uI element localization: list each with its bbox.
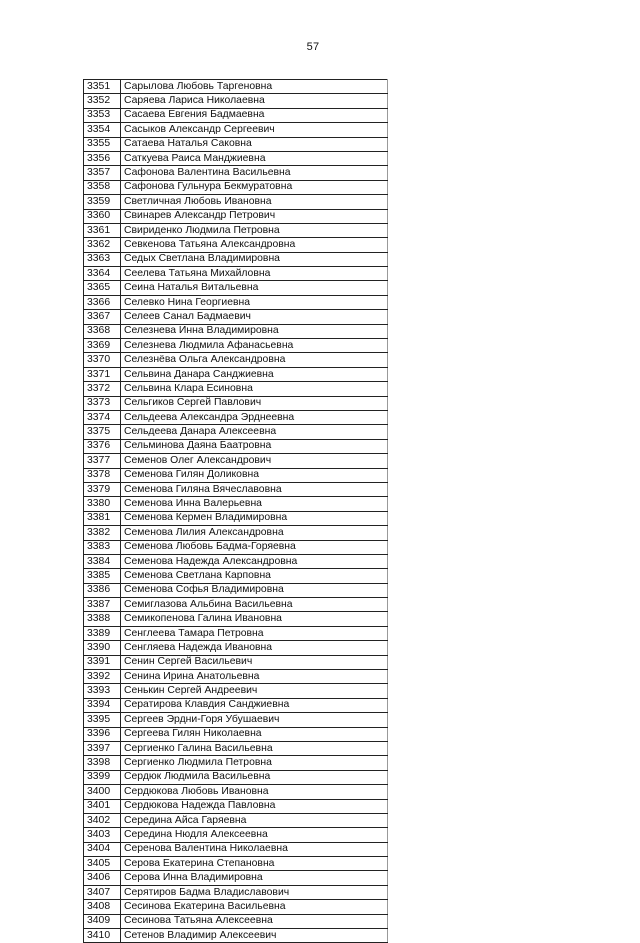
- person-name: Селезнева Людмила Афанасьевна: [121, 339, 388, 353]
- row-number: 3372: [84, 382, 121, 396]
- person-name: Сельвина Клара Есиновна: [121, 382, 388, 396]
- table-row: [84, 511, 388, 525]
- row-number: 3389: [84, 626, 121, 640]
- table-row: [84, 756, 388, 770]
- person-name: Сердюкова Любовь Ивановна: [121, 785, 388, 799]
- table-row: [84, 223, 388, 237]
- person-name: Сесинова Татьяна Алексеевна: [121, 914, 388, 928]
- table-row: [84, 770, 388, 784]
- row-number: 3377: [84, 454, 121, 468]
- table-row: [84, 885, 388, 899]
- person-name: Сельминова Даяна Баатровна: [121, 439, 388, 453]
- person-name: Сафонова Валентина Васильевна: [121, 166, 388, 180]
- row-number: 3351: [84, 80, 121, 94]
- person-name: Сенина Ирина Анатольевна: [121, 670, 388, 684]
- person-name: Сельгиков Сергей Павлович: [121, 396, 388, 410]
- table-row: [84, 267, 388, 281]
- person-name: Сеина Наталья Витальевна: [121, 281, 388, 295]
- table-row: [84, 468, 388, 482]
- person-name: Сердюк Людмила Васильевна: [121, 770, 388, 784]
- row-number: 3363: [84, 252, 121, 266]
- row-number: 3365: [84, 281, 121, 295]
- person-name: Сафонова Гульнура Бекмуратовна: [121, 180, 388, 194]
- row-number: 3386: [84, 583, 121, 597]
- row-number: 3366: [84, 295, 121, 309]
- person-name: Семенова Лилия Александровна: [121, 526, 388, 540]
- table-row: [84, 670, 388, 684]
- person-name: Серятиров Бадма Владиславович: [121, 885, 388, 899]
- table-row: [84, 252, 388, 266]
- table-row: [84, 281, 388, 295]
- row-number: 3395: [84, 713, 121, 727]
- person-name: Семенова Гилян Доликовна: [121, 468, 388, 482]
- table-row: [84, 799, 388, 813]
- person-name: Сельдеева Александра Эрднеевна: [121, 410, 388, 424]
- row-number: 3355: [84, 137, 121, 151]
- table-row: [84, 526, 388, 540]
- person-name: Селезнёва Ольга Александровна: [121, 353, 388, 367]
- row-number: 3400: [84, 785, 121, 799]
- row-number: 3401: [84, 799, 121, 813]
- table-row: [84, 339, 388, 353]
- person-name: Свинарев Александр Петрович: [121, 209, 388, 223]
- table-row: [84, 151, 388, 165]
- person-name: Семенова Софья Владимировна: [121, 583, 388, 597]
- table-row: [84, 454, 388, 468]
- person-name: Сасаева Евгения Бадмаевна: [121, 108, 388, 122]
- person-name: Сеелева Татьяна Михайловна: [121, 267, 388, 281]
- table-row: [84, 626, 388, 640]
- row-number: 3375: [84, 425, 121, 439]
- row-number: 3364: [84, 267, 121, 281]
- row-number: 3354: [84, 123, 121, 137]
- row-number: 3409: [84, 914, 121, 928]
- table-row: [84, 410, 388, 424]
- table-row: [84, 295, 388, 309]
- row-number: 3396: [84, 727, 121, 741]
- table-row: [84, 741, 388, 755]
- table-row: [84, 612, 388, 626]
- row-number: 3405: [84, 857, 121, 871]
- row-number: 3379: [84, 482, 121, 496]
- person-name: Свириденко Людмила Петровна: [121, 223, 388, 237]
- row-number: 3406: [84, 871, 121, 885]
- table-row: [84, 482, 388, 496]
- person-name: Седых Светлана Владимировна: [121, 252, 388, 266]
- person-name: Сердюкова Надежда Павловна: [121, 799, 388, 813]
- registry-rows: [84, 80, 388, 943]
- table-row: [84, 180, 388, 194]
- person-name: Семенова Любовь Бадма-Горяевна: [121, 540, 388, 554]
- table-row: [84, 828, 388, 842]
- row-number: 3361: [84, 223, 121, 237]
- row-number: 3370: [84, 353, 121, 367]
- person-name: Селевко Нина Георгиевна: [121, 295, 388, 309]
- person-name: Сергиенко Галина Васильевна: [121, 741, 388, 755]
- row-number: 3369: [84, 339, 121, 353]
- row-number: 3399: [84, 770, 121, 784]
- table-row: [84, 137, 388, 151]
- table-row: [84, 813, 388, 827]
- table-row: [84, 727, 388, 741]
- person-name: Серова Инна Владимировна: [121, 871, 388, 885]
- row-number: 3398: [84, 756, 121, 770]
- table-row: [84, 785, 388, 799]
- person-name: Саткуева Раиса Манджиевна: [121, 151, 388, 165]
- row-number: 3359: [84, 195, 121, 209]
- person-name: Сасыков Александр Сергеевич: [121, 123, 388, 137]
- row-number: 3408: [84, 900, 121, 914]
- row-number: 3376: [84, 439, 121, 453]
- table-row: [84, 310, 388, 324]
- table-row: [84, 367, 388, 381]
- row-number: 3371: [84, 367, 121, 381]
- row-number: 3403: [84, 828, 121, 842]
- row-number: 3397: [84, 741, 121, 755]
- row-number: 3407: [84, 885, 121, 899]
- table-row: [84, 540, 388, 554]
- table-row: [84, 857, 388, 871]
- row-number: 3352: [84, 94, 121, 108]
- table-row: [84, 94, 388, 108]
- table-row: [84, 123, 388, 137]
- row-number: 3357: [84, 166, 121, 180]
- person-name: Семенова Надежда Александровна: [121, 554, 388, 568]
- table-row: [84, 382, 388, 396]
- row-number: 3373: [84, 396, 121, 410]
- table-row: [84, 871, 388, 885]
- table-row: [84, 80, 388, 94]
- row-number: 3404: [84, 842, 121, 856]
- row-number: 3367: [84, 310, 121, 324]
- table-row: [84, 655, 388, 669]
- person-name: Селезнева Инна Владимировна: [121, 324, 388, 338]
- row-number: 3384: [84, 554, 121, 568]
- table-row: [84, 598, 388, 612]
- table-row: [84, 324, 388, 338]
- row-number: 3402: [84, 813, 121, 827]
- person-name: Семенова Кермен Владимировна: [121, 511, 388, 525]
- table-row: [84, 900, 388, 914]
- row-number: 3360: [84, 209, 121, 223]
- person-name: Сетенов Владимир Алексеевич: [121, 929, 388, 943]
- table-row: [84, 684, 388, 698]
- person-name: Серенова Валентина Николаевна: [121, 842, 388, 856]
- person-name: Севкенова Татьяна Александровна: [121, 238, 388, 252]
- table-row: [84, 569, 388, 583]
- person-name: Семикопенова Галина Ивановна: [121, 612, 388, 626]
- row-number: 3358: [84, 180, 121, 194]
- person-name: Сергеева Гилян Николаевна: [121, 727, 388, 741]
- row-number: 3394: [84, 698, 121, 712]
- person-name: Сарылова Любовь Таргеновна: [121, 80, 388, 94]
- person-name: Сенглеева Тамара Петровна: [121, 626, 388, 640]
- person-name: Сенин Сергей Васильевич: [121, 655, 388, 669]
- person-name: Сесинова Екатерина Васильевна: [121, 900, 388, 914]
- person-name: Сенькин Сергей Андреевич: [121, 684, 388, 698]
- table-row: [84, 497, 388, 511]
- table-row: [84, 425, 388, 439]
- person-name: Сельвина Данара Санджиевна: [121, 367, 388, 381]
- person-name: Светличная Любовь Ивановна: [121, 195, 388, 209]
- person-name: Сератирова Клавдия Санджиевна: [121, 698, 388, 712]
- table-row: [84, 439, 388, 453]
- person-name: Сатаева Наталья Саковна: [121, 137, 388, 151]
- row-number: 3353: [84, 108, 121, 122]
- table-row: [84, 108, 388, 122]
- row-number: 3390: [84, 641, 121, 655]
- table-row: [84, 195, 388, 209]
- person-name: Сергиенко Людмила Петровна: [121, 756, 388, 770]
- person-name: Семенова Инна Валерьевна: [121, 497, 388, 511]
- table-row: [84, 238, 388, 252]
- row-number: 3374: [84, 410, 121, 424]
- row-number: 3410: [84, 929, 121, 943]
- row-number: 3383: [84, 540, 121, 554]
- person-name: Семенова Светлана Карповна: [121, 569, 388, 583]
- person-name: Серова Екатерина Степановна: [121, 857, 388, 871]
- person-name: Сенгляева Надежда Ивановна: [121, 641, 388, 655]
- person-name: Сельдеева Данара Алексеевна: [121, 425, 388, 439]
- table-row: [84, 698, 388, 712]
- person-name: Середина Айса Гаряевна: [121, 813, 388, 827]
- person-name: Семенов Олег Александрович: [121, 454, 388, 468]
- row-number: 3362: [84, 238, 121, 252]
- row-number: 3382: [84, 526, 121, 540]
- table-row: [84, 641, 388, 655]
- page-number: 57: [306, 41, 320, 53]
- row-number: 3356: [84, 151, 121, 165]
- row-number: 3380: [84, 497, 121, 511]
- row-number: 3378: [84, 468, 121, 482]
- registry-table: [83, 79, 388, 943]
- row-number: 3368: [84, 324, 121, 338]
- row-number: 3387: [84, 598, 121, 612]
- table-row: [84, 209, 388, 223]
- table-row: [84, 842, 388, 856]
- table-row: [84, 353, 388, 367]
- table-row: [84, 166, 388, 180]
- table-row: [84, 929, 388, 943]
- table-row: [84, 914, 388, 928]
- person-name: Семенова Гиляна Вячеславовна: [121, 482, 388, 496]
- row-number: 3391: [84, 655, 121, 669]
- person-name: Семиглазова Альбина Васильевна: [121, 598, 388, 612]
- table-row: [84, 583, 388, 597]
- row-number: 3388: [84, 612, 121, 626]
- person-name: Сергеев Эрдни-Горя Убушаевич: [121, 713, 388, 727]
- person-name: Середина Нюдля Алексеевна: [121, 828, 388, 842]
- person-name: Саряева Лариса Николаевна: [121, 94, 388, 108]
- table-row: [84, 396, 388, 410]
- row-number: 3393: [84, 684, 121, 698]
- table-row: [84, 713, 388, 727]
- row-number: 3392: [84, 670, 121, 684]
- row-number: 3385: [84, 569, 121, 583]
- table-row: [84, 554, 388, 568]
- row-number: 3381: [84, 511, 121, 525]
- person-name: Селеев Санал Бадмаевич: [121, 310, 388, 324]
